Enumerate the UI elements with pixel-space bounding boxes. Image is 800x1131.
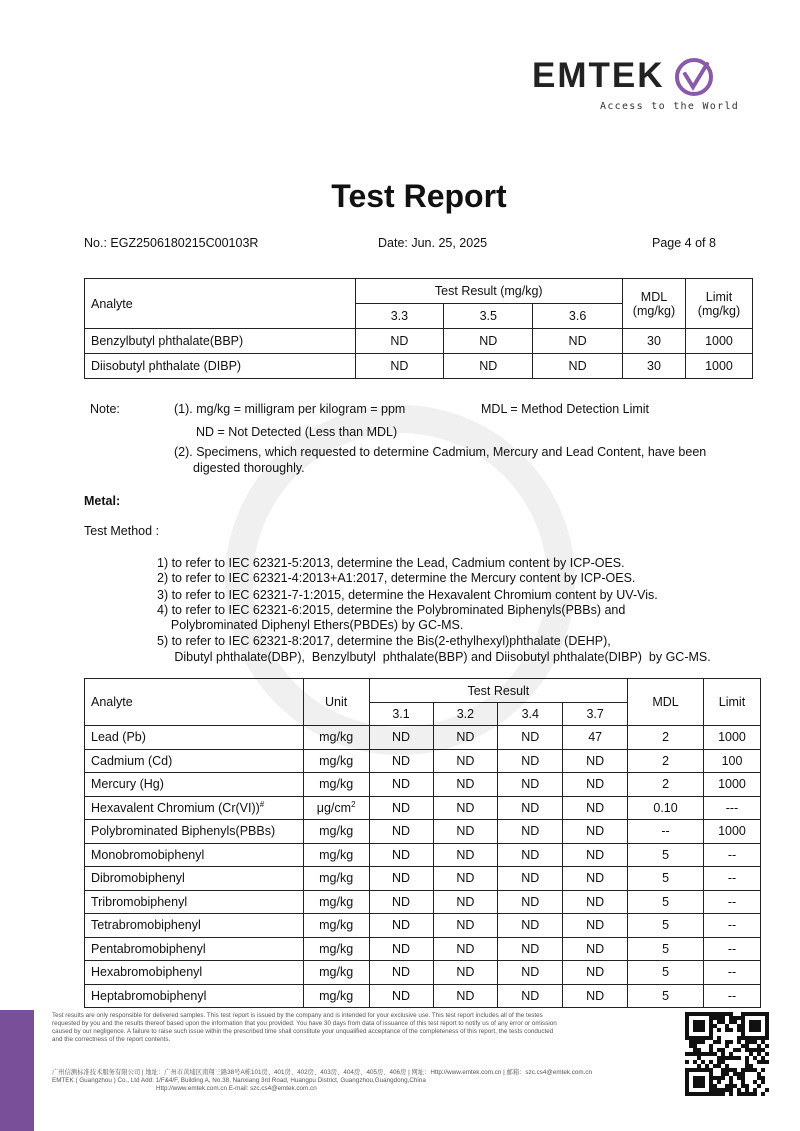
- mdl-cell: 5: [628, 867, 704, 891]
- note-1-mdl: MDL = Method Detection Limit: [481, 402, 650, 416]
- limit-cell: ---: [703, 796, 760, 820]
- metal-results-table: [84, 678, 761, 1008]
- result-cell: ND: [563, 961, 628, 985]
- test-result-header: Test Result: [369, 679, 628, 703]
- table-row: [85, 984, 761, 1008]
- analyte-cell: Hexavalent Chromium (Cr(VI))#: [85, 796, 304, 820]
- result-cell: ND: [433, 961, 498, 985]
- limit-cell: --: [703, 914, 760, 938]
- footer-accent-bar: [0, 1010, 34, 1131]
- test-result-header: Test Result (mg/kg): [355, 279, 622, 304]
- method-line: 1) to refer to IEC 62321-5:2013, determine the Lead, Cadmium content by ICP-OES.: [157, 556, 625, 570]
- limit-cell: 1000: [685, 354, 752, 379]
- limit-cell: 1000: [703, 820, 760, 844]
- result-cell: ND: [369, 890, 433, 914]
- table-row: [85, 843, 761, 867]
- result-cell: ND: [369, 937, 433, 961]
- table-row: [85, 937, 761, 961]
- unit-cell: $\mu g/cm^2$: [303, 796, 369, 820]
- result-cell: ND: [433, 749, 498, 773]
- table-row: [85, 354, 753, 379]
- page-indicator: Page 4 of 8: [652, 236, 716, 250]
- note-1: (1). mg/kg = milligram per kilogram = ppm: [174, 402, 406, 416]
- unit-cell: mg/kg: [303, 749, 369, 773]
- result-cell: ND: [563, 749, 628, 773]
- analyte-cell: Diisobutyl phthalate (DIBP): [85, 354, 356, 379]
- mdl-cell: 5: [628, 890, 704, 914]
- result-cell: ND: [433, 773, 498, 797]
- limit-cell: --: [703, 867, 760, 891]
- result-cell: ND: [498, 796, 563, 820]
- result-cell: ND: [433, 867, 498, 891]
- limit-cell: 1000: [685, 329, 752, 354]
- method-line: Dibutyl phthalate(DBP), Benzylbutyl phthalate(BBP) and Diisobutyl phthalate(DIBP) by GC-MS.: [157, 650, 711, 664]
- result-cell: ND: [498, 867, 563, 891]
- analyte-header: Analyte: [85, 679, 304, 726]
- mdl-cell: 5: [628, 843, 704, 867]
- limit-cell: --: [703, 843, 760, 867]
- report-date: Date: Jun. 25, 2025: [378, 236, 488, 250]
- mdl-cell: 2: [628, 749, 704, 773]
- sample-column: 3.7: [563, 703, 628, 726]
- result-cell: ND: [369, 773, 433, 797]
- result-cell: ND: [498, 773, 563, 797]
- mdl-cell: 2: [628, 773, 704, 797]
- result-cell: ND: [563, 867, 628, 891]
- table-row: [85, 961, 761, 985]
- sample-column: 3.4: [498, 703, 563, 726]
- result-cell: ND: [369, 961, 433, 985]
- note-2: (2). Specimens, which requested to determine Cadmium, Mercury and Lead Content, have been: [174, 445, 707, 459]
- result-cell: ND: [498, 961, 563, 985]
- mdl-cell: 30: [623, 329, 686, 354]
- result-cell: ND: [355, 354, 444, 379]
- analyte-cell: Heptabromobiphenyl: [85, 984, 304, 1008]
- result-cell: 47: [563, 726, 628, 750]
- analyte-cell: Monobromobiphenyl: [85, 843, 304, 867]
- footer-disclaimer: Test results are only responsible for delivered samples. This test report is issued by the company and is intended for your exclusive use. This test report includes all of the testes requested by you and the results thereof based upon the information that you provided. You have 30 days from data of issuance of this test report to notify us of any error or omission caused by our negligence. A failure to raise such issue within the prescribed time shall constitute your unqualified acceptance of the completeness of this report, the tests conducted and the correctness of the report contents.: [52, 1012, 557, 1043]
- result-cell: ND: [433, 914, 498, 938]
- emtek-logo-icon: [674, 55, 718, 99]
- unit-cell: mg/kg: [303, 820, 369, 844]
- mdl-cell: 5: [628, 961, 704, 985]
- method-line: 5) to refer to IEC 62321-8:2017, determine the Bis(2-ethylhexyl)phthalate (DEHP),: [157, 634, 611, 648]
- unit-cell: mg/kg: [303, 773, 369, 797]
- mdl-cell: 5: [628, 914, 704, 938]
- unit-cell: mg/kg: [303, 937, 369, 961]
- result-cell: ND: [433, 937, 498, 961]
- limit-cell: --: [703, 961, 760, 985]
- unit-header: Unit: [303, 679, 369, 726]
- note-2-cont: digested thoroughly.: [193, 461, 305, 475]
- limit-cell: --: [703, 984, 760, 1008]
- result-cell: ND: [369, 726, 433, 750]
- table-row: [85, 867, 761, 891]
- sample-column: 3.6: [533, 304, 623, 329]
- table-row: [85, 796, 761, 820]
- analyte-cell: Lead (Pb): [85, 726, 304, 750]
- result-cell: ND: [444, 329, 533, 354]
- analyte-cell: Polybrominated Biphenyls(PBBs): [85, 820, 304, 844]
- table-row: [85, 773, 761, 797]
- mdl-cell: --: [628, 820, 704, 844]
- sample-column: 3.3: [355, 304, 444, 329]
- result-cell: ND: [533, 354, 623, 379]
- emtek-logo-text: EMTEK: [532, 56, 665, 95]
- sample-column: 3.1: [369, 703, 433, 726]
- report-number: No.: EGZ2506180215C00103R: [84, 236, 259, 250]
- analyte-cell: Benzylbutyl phthalate(BBP): [85, 329, 356, 354]
- result-cell: ND: [433, 843, 498, 867]
- table-row: [85, 890, 761, 914]
- analyte-cell: Pentabromobiphenyl: [85, 937, 304, 961]
- mdl-cell: 30: [623, 354, 686, 379]
- table-row: [85, 914, 761, 938]
- result-cell: ND: [533, 329, 623, 354]
- note-label: Note:: [90, 402, 120, 416]
- metal-heading: Metal:: [84, 494, 121, 508]
- result-cell: ND: [498, 749, 563, 773]
- page-title: Test Report: [331, 178, 507, 214]
- mdl-cell: 5: [628, 984, 704, 1008]
- limit-header: Limit (mg/kg): [685, 279, 752, 329]
- result-cell: ND: [498, 820, 563, 844]
- table-row: [85, 820, 761, 844]
- limit-cell: --: [703, 937, 760, 961]
- result-cell: ND: [369, 796, 433, 820]
- mdl-cell: 0.10: [628, 796, 704, 820]
- mdl-cell: 2: [628, 726, 704, 750]
- unit-cell: mg/kg: [303, 890, 369, 914]
- method-line: 2) to refer to IEC 62321-4:2013+A1:2017, determine the Mercury content by ICP-OES.: [157, 571, 636, 585]
- analyte-cell: Dibromobiphenyl: [85, 867, 304, 891]
- result-cell: ND: [433, 796, 498, 820]
- limit-cell: 100: [703, 749, 760, 773]
- table-row: [85, 726, 761, 750]
- result-cell: ND: [498, 937, 563, 961]
- result-cell: ND: [369, 749, 433, 773]
- result-cell: ND: [498, 984, 563, 1008]
- result-cell: ND: [369, 843, 433, 867]
- analyte-cell: Tribromobiphenyl: [85, 890, 304, 914]
- phthalate-results-table: [84, 278, 753, 379]
- result-cell: ND: [369, 914, 433, 938]
- result-cell: ND: [563, 890, 628, 914]
- method-line: Polybrominated Diphenyl Ethers(PBDEs) by GC-MS.: [157, 618, 464, 632]
- result-cell: ND: [563, 773, 628, 797]
- unit-cell: mg/kg: [303, 843, 369, 867]
- result-cell: ND: [563, 937, 628, 961]
- result-cell: ND: [369, 867, 433, 891]
- limit-cell: 1000: [703, 773, 760, 797]
- limit-cell: --: [703, 890, 760, 914]
- result-cell: ND: [563, 843, 628, 867]
- analyte-cell: Mercury (Hg): [85, 773, 304, 797]
- note-1-nd: ND = Not Detected (Less than MDL): [196, 425, 398, 439]
- analyte-cell: Hexabromobiphenyl: [85, 961, 304, 985]
- result-cell: ND: [433, 984, 498, 1008]
- unit-cell: mg/kg: [303, 984, 369, 1008]
- result-cell: ND: [369, 820, 433, 844]
- result-cell: ND: [355, 329, 444, 354]
- result-cell: ND: [563, 820, 628, 844]
- result-cell: ND: [563, 914, 628, 938]
- result-cell: ND: [433, 820, 498, 844]
- test-method-label: Test Method :: [84, 524, 160, 538]
- mdl-header: MDL (mg/kg): [623, 279, 686, 329]
- analyte-cell: Tetrabromobiphenyl: [85, 914, 304, 938]
- result-cell: ND: [498, 890, 563, 914]
- mdl-header: MDL: [628, 679, 704, 726]
- sample-column: 3.5: [444, 304, 533, 329]
- result-cell: ND: [498, 726, 563, 750]
- result-cell: ND: [563, 796, 628, 820]
- table-row: [85, 329, 753, 354]
- qr-code-icon[interactable]: [685, 1012, 769, 1096]
- result-cell: ND: [433, 890, 498, 914]
- mdl-cell: 5: [628, 937, 704, 961]
- method-line: 4) to refer to IEC 62321-6:2015, determine the Polybrominated Biphenyls(PBBs) and: [157, 603, 626, 617]
- footer-address: 广州信测标准技术服务有限公司 | 地址：广州市黄埔区南翔三路38号A栋101房、401房、402房、403房、404房、405房、406房 | 网址：Http://www.emtek.com.cn | 邮箱：szc.cs4@emtek.com.cn EMTEK ( Guangzhou ) Co., Ltd Add: 1/F&4/F, Building A, No.38, Nanxiang 3rd Road, Huangpu District, Guangzhou,Guangdong,China Http://www.emtek.com.cn E-mail: szc.cs4@emtek.com.cn: [52, 1069, 593, 1092]
- result-cell: ND: [433, 726, 498, 750]
- sample-column: 3.2: [433, 703, 498, 726]
- limit-header: Limit: [703, 679, 760, 726]
- limit-cell: 1000: [703, 726, 760, 750]
- result-cell: ND: [444, 354, 533, 379]
- logo-tagline: Access to the World: [600, 101, 740, 112]
- unit-cell: mg/kg: [303, 961, 369, 985]
- unit-cell: mg/kg: [303, 726, 369, 750]
- unit-cell: mg/kg: [303, 867, 369, 891]
- analyte-header: Analyte: [85, 279, 356, 329]
- result-cell: ND: [563, 984, 628, 1008]
- unit-cell: mg/kg: [303, 914, 369, 938]
- method-line: 3) to refer to IEC 62321-7-1:2015, determine the Hexavalent Chromium content by UV-Vis.: [157, 588, 658, 602]
- result-cell: ND: [498, 843, 563, 867]
- result-cell: ND: [369, 984, 433, 1008]
- result-cell: ND: [498, 914, 563, 938]
- table-row: [85, 749, 761, 773]
- analyte-cell: Cadmium (Cd): [85, 749, 304, 773]
